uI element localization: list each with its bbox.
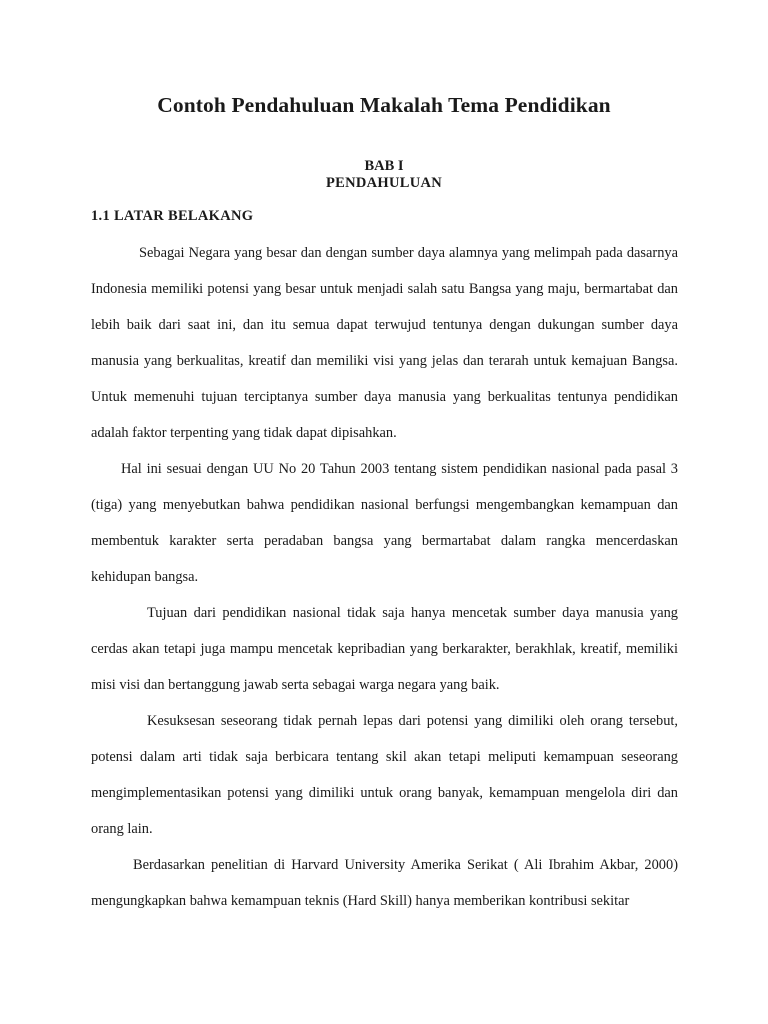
- paragraph-4: Kesuksesan seseorang tidak pernah lepas dari potensi yang dimiliki oleh orang tersebut, potensi dalam arti tidak saja berbicara tentang skil akan tetapi meliputi kemampuan seseorang mengimplementasikan potensi yang dimiliki untuk orang banyak, kemampuan mengelola diri dan orang lain.: [91, 713, 678, 837]
- document-body: [91, 235, 678, 919]
- paragraph-1: Sebagai Negara yang besar dan dengan sumber daya alamnya yang melimpah pada dasarnya Indonesia memiliki potensi yang besar untuk menjadi salah satu Bangsa yang maju, bermartabat dan lebih baik dari saat ini, dan itu semua dapat terwujud tentunya dengan dukungan sumber daya manusia yang berkualitas, kreatif dan memiliki visi yang jelas dan terarah untuk kemajuan Bangsa. Untuk memenuhi tujuan terciptanya sumber daya manusia yang berkualitas tentunya pendidikan adalah faktor terpenting yang tidak dapat dipisahkan.: [91, 245, 678, 441]
- document-title: Contoh Pendahuluan Makalah Tema Pendidikan: [157, 93, 611, 117]
- paragraph-5: Berdasarkan penelitian di Harvard University Amerika Serikat ( Ali Ibrahim Akbar, 2000) mengungkapkan bahwa kemampuan teknis (Hard Skill) hanya memberikan kontribusi sekitar: [91, 857, 678, 909]
- section-heading: 1.1 LATAR BELAKANG: [91, 208, 254, 224]
- paragraph-3: Tujuan dari pendidikan nasional tidak saja hanya mencetak sumber daya manusia yang cerdas akan tetapi juga mampu mencetak kepribadian yang berkarakter, berakhlak, kreatif, memiliki misi visi dan bertanggung jawab serta sebagai warga negara yang baik.: [91, 605, 678, 693]
- paragraph-2: Hal ini sesuai dengan UU No 20 Tahun 2003 tentang sistem pendidikan nasional pada pasal 3 (tiga) yang menyebutkan bahwa pendidikan nasional berfungsi mengembangkan kemampuan dan membentuk karakter serta peradaban bangsa yang bermartabat dalam rangka mencerdaskan kehidupan bangsa.: [91, 461, 678, 585]
- chapter-title: PENDAHULUAN: [325, 175, 443, 191]
- chapter-number: BAB I: [364, 158, 404, 174]
